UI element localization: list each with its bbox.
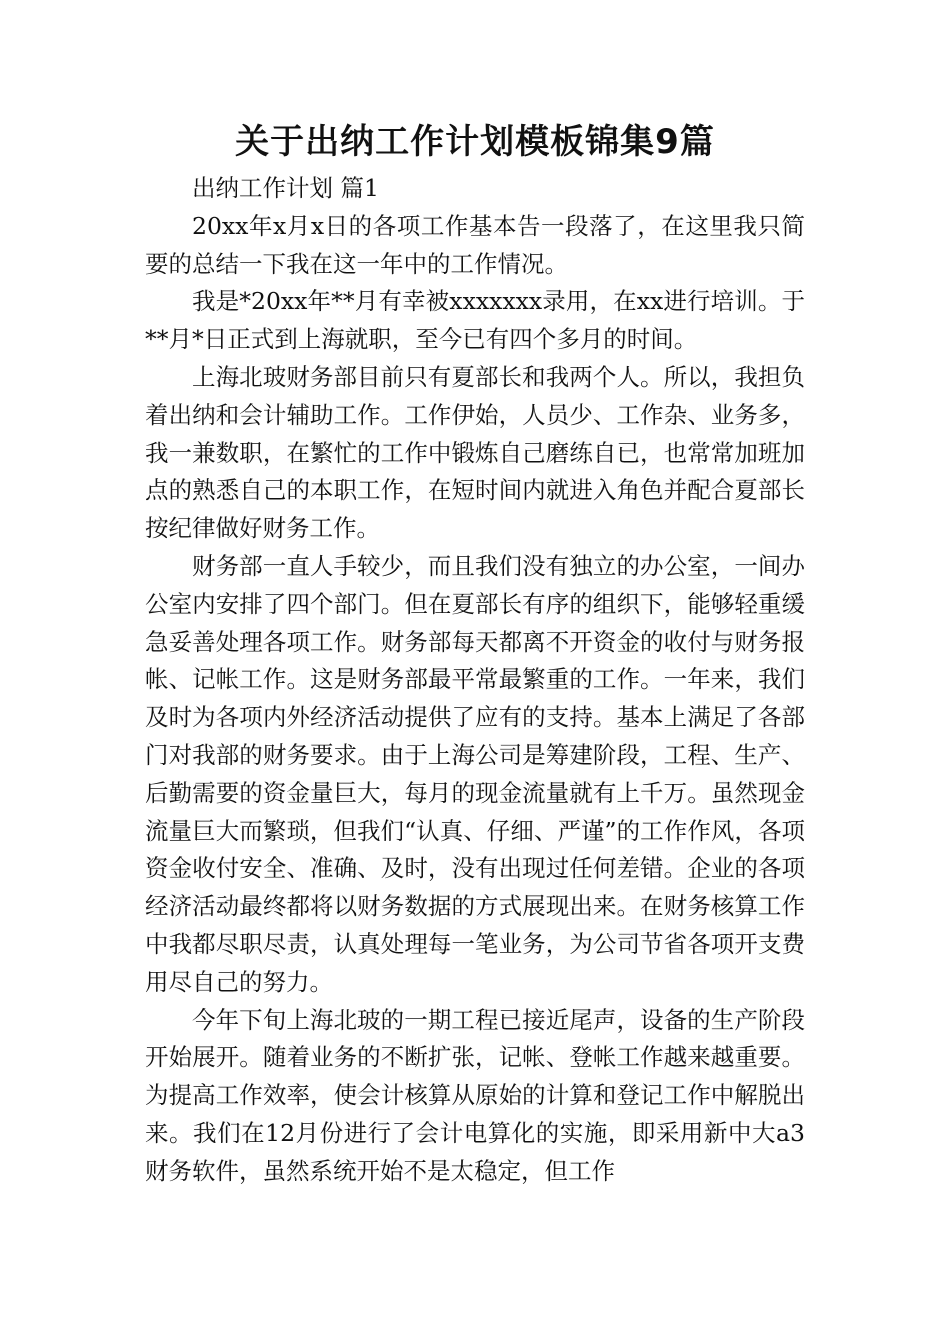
paragraph-3: 上海北玻财务部目前只有夏部长和我两个人。所以，我担负着出纳和会计辅助工作。工作伊始，人员少、工作杂、业务多，我一兼数职，在繁忙的工作中锻炼自己磨练自已，也常常加班加点的熟悉自己的本职工作，在短时间内就进入角色并配合夏部长按纪律做好财务工作。 [145, 362, 805, 543]
paragraph-1: 20xx年x月x日的各项工作基本告一段落了，在这里我只简要的总结一下我在这一年中的工作情况。 [145, 211, 805, 278]
paragraph-2: 我是*20xx年**月有幸被xxxxxxx录用，在xx进行培训。于**月*日正式到上海就职，至今已有四个多月的时间。 [145, 287, 805, 354]
document-body [145, 170, 805, 1191]
document-title: 关于出纳工作计划模板锦集9篇 [235, 122, 715, 162]
paragraph-4: 财务部一直人手较少，而且我们没有独立的办公室，一间办公室内安排了四个部门。但在夏部长有序的组织下，能够轻重缓急妥善处理各项工作。财务部每天都离不开资金的收付与财务报帐、记帐工作。这是财务部最平常最繁重的工作。一年来，我们及时为各项内外经济活动提供了应有的支持。基本上满足了各部门对我部的财务要求。由于上海公司是筹建阶段，工程、生产、后勤需要的资金量巨大，每月的现金流量就有上千万。虽然现金流量巨大而繁琐，但我们“认真、仔细、严谨”的工作作风，各项资金收付安全、准确、及时，没有出现过任何差错。企业的各项经济活动最终都将以财务数据的方式展现出来。在财务核算工作中我都尽职尽责，认真处理每一笔业务，为公司节省各项开支费用尽自己的努力。 [145, 551, 805, 996]
section-heading: 出纳工作计划 篇1 [192, 174, 379, 202]
paragraph-5: 今年下旬上海北玻的一期工程已接近尾声，设备的生产阶段开始展开。随着业务的不断扩张，记帐、登帐工作越来越重要。为提高工作效率，使会计核算从原始的计算和登记工作中解脱出来。我们在12月份进行了会计电算化的实施，即采用新中大a3财务软件，虽然系统开始不是太稳定，但工作 [145, 1005, 805, 1185]
